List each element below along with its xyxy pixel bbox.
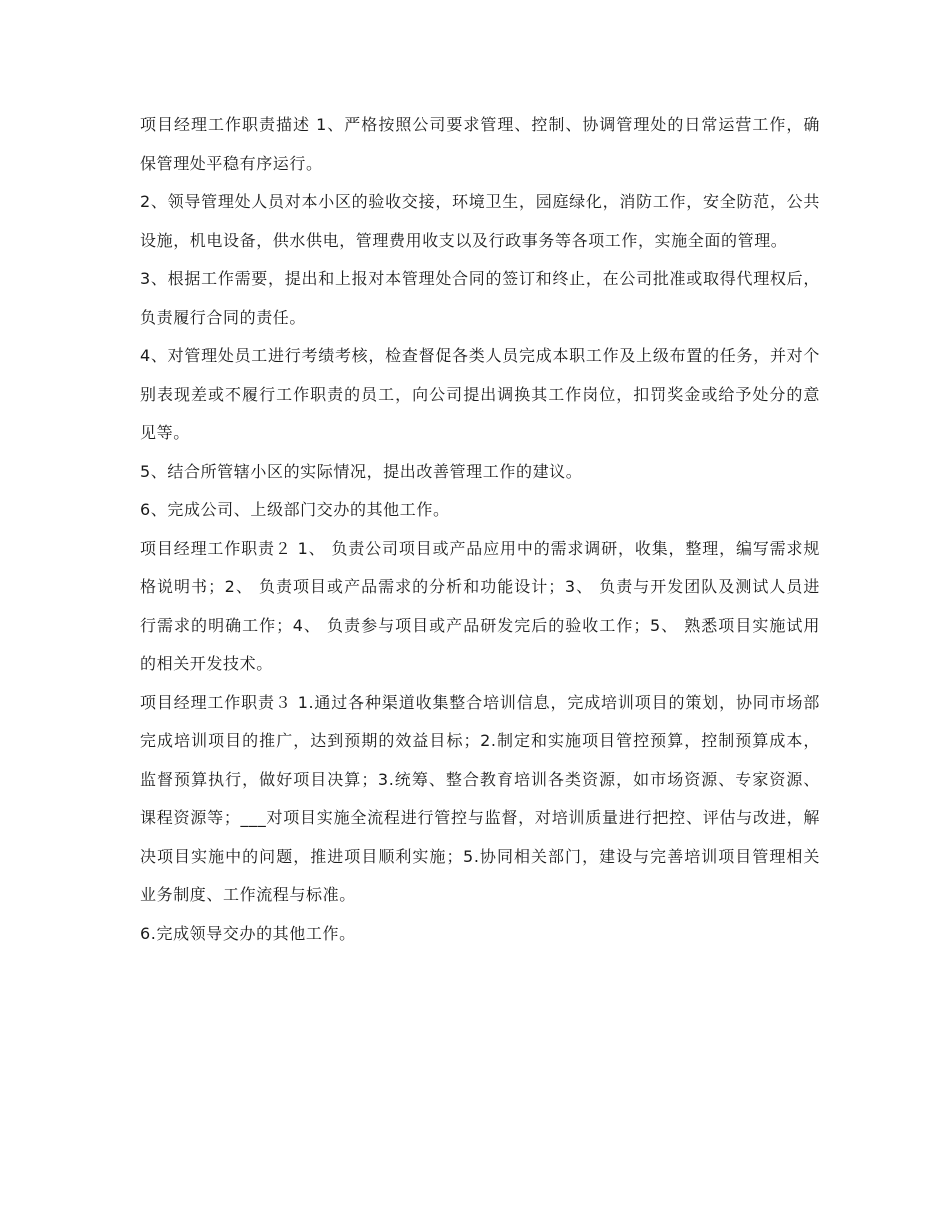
paragraph-8: 项目经理工作职责３ 1.通过各种渠道收集整合培训信息，完成培训项目的策划，协同市场部完成培训项目的推广，达到预期的效益目标；2.制定和实施项目管控预算，控制预算成本，监督预算执行，做好项目决算；3.统筹、整合教育培训各类资源，如市场资源、专家资源、课程资源等；___对项目实施全流程进行管控与监督，对培训质量进行把控、评估与改进，解决项目实施中的问题，推进项目顺利实施；5.协同相关部门，建设与完善培训项目管理相关业务制度、工作流程与标准。 — [140, 692, 820, 904]
paragraph-7: 项目经理工作职责２ 1、 负责公司项目或产品应用中的需求调研，收集，整理，编写需求规格说明书；2、 负责项目或产品需求的分析和功能设计；3、 负责与开发团队及测试人员进行需求的明确工作；4、 负责参与项目或产品研发完后的验收工作；5、 熟悉项目实施试用的相关开发技术。 — [140, 538, 820, 673]
paragraph-9: 6.完成领导交办的其他工作。 — [140, 923, 356, 943]
paragraph-2: 2、领导管理处人员对本小区的验收交接，环境卫生，园庭绿化，消防工作，安全防范，公共设施，机电设备，供水供电，管理费用收支以及行政事务等各项工作，实施全面的管理。 — [140, 192, 820, 250]
paragraph-5: 5、结合所管辖小区的实际情况，提出改善管理工作的建议。 — [140, 461, 583, 481]
paragraph-4: 4、对管理处员工进行考绩考核，检查督促各类人员完成本职工作及上级布置的任务，并对个别表现差或不履行工作职责的员工，向公司提出调换其工作岗位，扣罚奖金或给予处分的意见等。 — [140, 346, 820, 442]
document-body — [140, 106, 820, 953]
paragraph-6: 6、完成公司、上级部门交办的其他工作。 — [140, 500, 450, 519]
paragraph-1: 项目经理工作职责描述 1、严格按照公司要求管理、控制、协调管理处的日常运营工作，确保管理处平稳有序运行。 — [140, 115, 820, 173]
paragraph-3: 3、根据工作需要，提出和上报对本管理处合同的签订和终止，在公司批准或取得代理权后，负责履行合同的责任。 — [140, 269, 820, 327]
